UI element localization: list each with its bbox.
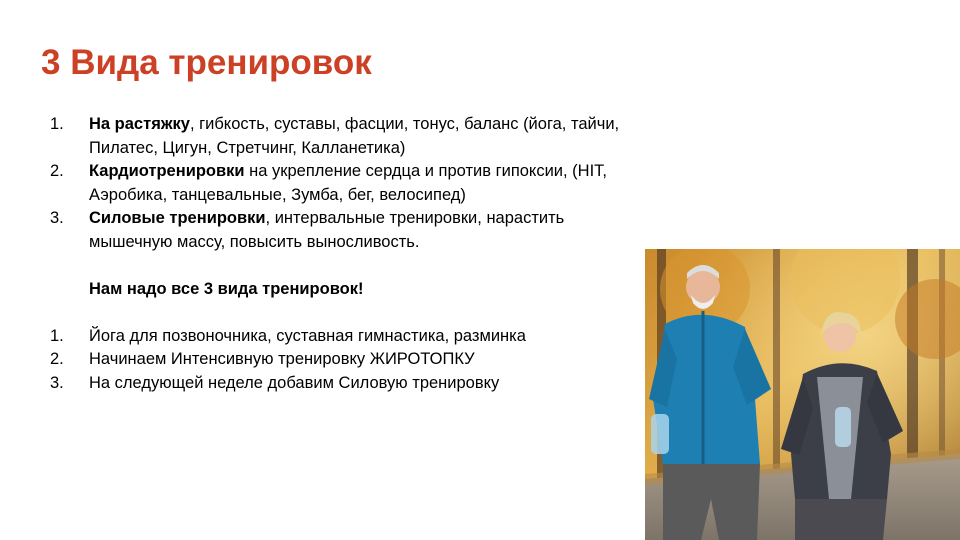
list-number: 3. <box>50 209 64 227</box>
list-item-rest: , интервальные тренировки, нарастить мышечную массу, повысить выносливость. <box>89 209 565 251</box>
list-item <box>50 372 640 396</box>
list-item-bold: На растяжку <box>89 115 190 133</box>
list-item <box>50 113 640 160</box>
joggers-photo <box>645 249 960 540</box>
list-item-text <box>89 113 640 160</box>
slide-body <box>50 113 640 395</box>
spacer <box>50 301 640 325</box>
list-item-bold: Силовые тренировки <box>89 209 266 227</box>
list-item <box>50 160 640 207</box>
list-number: 3. <box>50 373 64 392</box>
list-number: 2. <box>50 162 64 180</box>
list-item-text: Начинаем Интенсивную тренировку ЖИРОТОПКУ <box>89 350 475 368</box>
list-number: 1. <box>50 326 64 345</box>
list-number: 1. <box>50 115 64 133</box>
slide-title: 3 Вида тренировок <box>41 43 372 82</box>
list-item-bold: Кардиотренировки <box>89 162 245 180</box>
list-item-text: На следующей неделе добавим Силовую тренировку <box>89 373 500 392</box>
list-number: 2. <box>50 350 64 368</box>
callout-text: Нам надо все 3 вида тренировок! <box>89 279 364 298</box>
list-item-text <box>89 160 640 207</box>
spacer <box>50 254 640 278</box>
list-item-rest: , гибкость, суставы, фасции, тонус, баланс (йога, тайчи, Пилатес, Цигун, Стретчинг, Калланетика) <box>89 115 620 157</box>
list-item-text: Йога для позвоночника, суставная гимнастика, разминка <box>89 326 526 345</box>
list-item-rest: на укрепление сердца и против гипоксии, (HIT, Аэробика, танцевальные, Зумба, бег, велосипед) <box>89 162 608 204</box>
list-item <box>50 325 640 349</box>
list-item-text <box>89 207 640 254</box>
list-item <box>50 207 640 254</box>
list-item <box>50 348 640 372</box>
